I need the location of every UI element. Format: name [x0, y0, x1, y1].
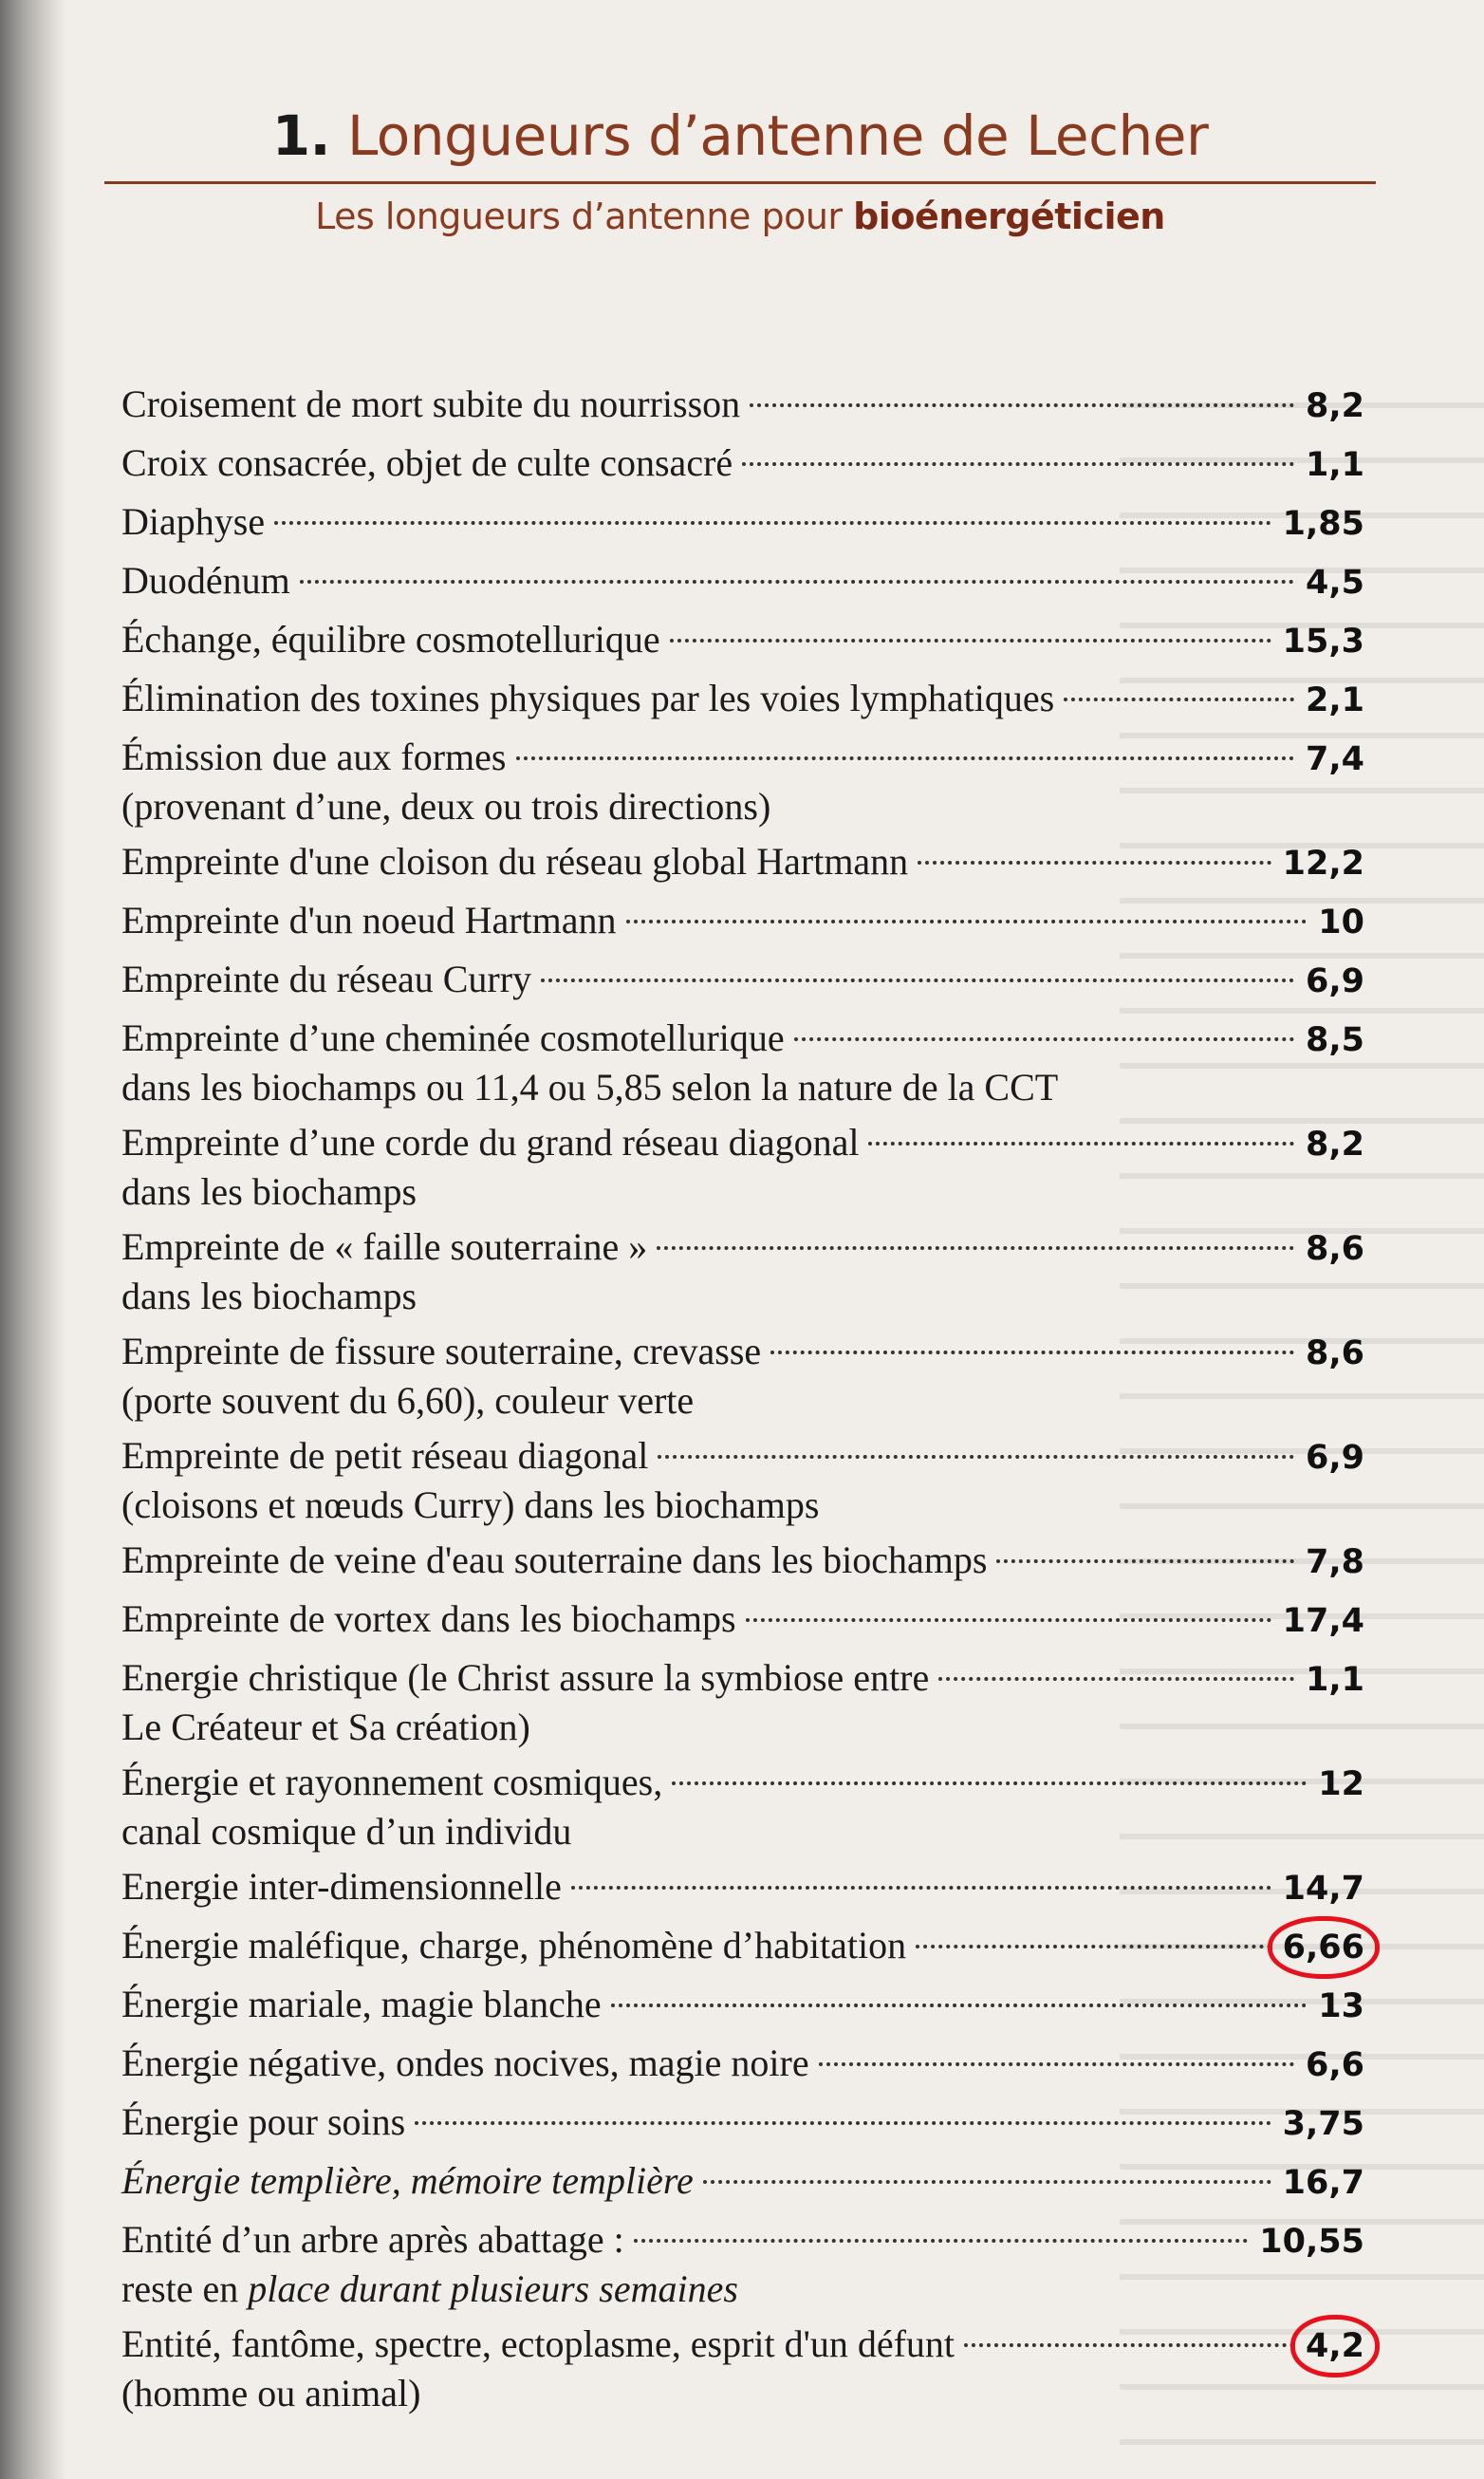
- entry-line: [121, 375, 1364, 434]
- list-item: [121, 375, 1364, 434]
- entry-label: Croisement de mort subite du nourrisson: [121, 382, 741, 425]
- entry-line: [121, 1009, 1364, 1068]
- entry-label: Energie inter-dimensionnelle: [121, 1865, 562, 1908]
- entry-label: Diaphyse: [121, 500, 266, 543]
- continuation-text: reste en: [121, 2267, 249, 2310]
- entry-continuation: (porte souvent du 6,60), couleur verte: [121, 1379, 695, 1422]
- entry-line: [121, 493, 1364, 551]
- dot-leader: [415, 2121, 1271, 2125]
- subtitle-text: Les longueurs d’antenne pour: [315, 195, 854, 237]
- entry-list: [121, 375, 1364, 2419]
- list-item: [121, 891, 1364, 950]
- entry-label: Entité, fantôme, spectre, ectoplasme, esprit d'un défunt: [121, 2322, 955, 2365]
- dot-leader: [634, 2239, 1249, 2243]
- entry-line: [121, 832, 1364, 891]
- entry-value: 8,6: [1305, 1230, 1364, 1268]
- entry-continuation: (homme ou animal): [121, 2372, 421, 2414]
- list-item: [121, 1857, 1364, 1916]
- entry-label: Empreinte du réseau Curry: [121, 958, 532, 1000]
- entry-value: 7,4: [1305, 740, 1364, 778]
- entry-value: 7,8: [1305, 1543, 1364, 1581]
- entry-line: [121, 1426, 1364, 1485]
- dot-leader: [571, 1886, 1271, 1890]
- entry-line: [121, 1113, 1364, 1172]
- entry-label: Empreinte d’une cheminée cosmotellurique: [121, 1016, 785, 1059]
- list-item: [121, 1531, 1364, 1590]
- dot-leader: [918, 861, 1271, 865]
- list-item: [121, 1649, 1364, 1753]
- list-item: [121, 493, 1364, 551]
- entry-line: [121, 1590, 1364, 1649]
- list-item: [121, 1113, 1364, 1218]
- entry-continuation: dans les biochamps ou 11,4 ou 5,85 selon la nature de la CCT: [121, 1066, 1059, 1109]
- circled-value: 4,2: [1306, 2317, 1364, 2376]
- dot-leader: [819, 2062, 1294, 2066]
- entry-label: Energie christique (le Christ assure la symbiose entre: [121, 1656, 930, 1699]
- entry-value: 10: [1318, 904, 1364, 941]
- list-item: [121, 1218, 1364, 1322]
- list-item: [121, 610, 1364, 669]
- entry-label: Empreinte d’une corde du grand réseau diagonal: [121, 1121, 860, 1164]
- entry-line: [121, 610, 1364, 669]
- entry-value: 6,6: [1305, 2046, 1364, 2084]
- list-item: [121, 1753, 1364, 1857]
- chapter-header: [104, 104, 1376, 237]
- dot-leader: [746, 1618, 1271, 1622]
- entry-value: 12,2: [1282, 845, 1364, 883]
- entry-label: Élimination des toxines physiques par les voies lymphatiques: [121, 677, 1055, 719]
- dot-leader: [611, 2004, 1308, 2007]
- dot-leader: [868, 1142, 1294, 1146]
- entry-line: [121, 2315, 1364, 2374]
- entry-value: 1,85: [1282, 505, 1364, 543]
- chapter-title-text: Longueurs d’antenne de Lecher: [347, 103, 1209, 168]
- entry-line: [121, 728, 1364, 787]
- entry-value: 8,5: [1305, 1021, 1364, 1059]
- dot-leader: [794, 1037, 1294, 1041]
- dot-leader: [742, 462, 1294, 466]
- entry-label: Empreinte de « faille souterraine »: [121, 1225, 648, 1268]
- list-item: [121, 1916, 1364, 1975]
- dot-leader: [626, 920, 1308, 923]
- dot-leader: [672, 1781, 1307, 1785]
- list-item: [121, 1590, 1364, 1649]
- entry-value: 2,1: [1305, 681, 1364, 719]
- dot-leader: [750, 403, 1294, 407]
- entry-line: [121, 669, 1364, 728]
- list-item: [121, 950, 1364, 1009]
- entry-value: 10,55: [1259, 2223, 1364, 2261]
- dot-leader: [658, 1455, 1294, 1459]
- entry-value: 12: [1318, 1765, 1364, 1803]
- entry-continuation: Le Créateur et Sa création): [121, 1705, 530, 1748]
- chapter-number: 1.: [271, 103, 331, 168]
- entry-line: [121, 1322, 1364, 1381]
- page-gutter-shadow: [0, 0, 66, 2479]
- circled-value: 6,66: [1283, 1918, 1364, 1977]
- dot-leader: [516, 756, 1294, 760]
- subtitle-bold-text: bioénergéticien: [853, 195, 1165, 237]
- list-item: [121, 728, 1364, 832]
- list-item: [121, 434, 1364, 493]
- entry-line: [121, 1649, 1364, 1707]
- dot-leader: [670, 639, 1271, 643]
- entry-value: 15,3: [1282, 623, 1364, 661]
- list-item: [121, 1322, 1364, 1426]
- entry-label: Énergie templière, mémoire templière: [121, 2159, 694, 2202]
- entry-label: Duodénum: [121, 559, 290, 602]
- entry-label: Entité d’un arbre après abattage :: [121, 2218, 624, 2261]
- list-item: [121, 2210, 1364, 2315]
- entry-line: [121, 2210, 1364, 2269]
- entry-continuation: canal cosmique d’un individu: [121, 1810, 572, 1853]
- dot-leader: [996, 1559, 1294, 1563]
- entry-value: 8,6: [1305, 1334, 1364, 1372]
- entry-line: [121, 2152, 1364, 2210]
- entry-continuation: (cloisons et nœuds Curry) dans les biochamps: [121, 1483, 820, 1526]
- entry-line: [121, 891, 1364, 950]
- entry-label: Énergie pour soins: [121, 2100, 406, 2143]
- entry-line: [121, 551, 1364, 610]
- entry-label: Énergie maléfique, charge, phénomène d’habitation: [121, 1924, 907, 1966]
- entry-value: 8,2: [1305, 1126, 1364, 1164]
- entry-value: 6,9: [1305, 1439, 1364, 1477]
- entry-label: Empreinte de petit réseau diagonal: [121, 1434, 649, 1477]
- entry-value: 14,7: [1282, 1870, 1364, 1908]
- entry-label: Empreinte de veine d'eau souterraine dans les biochamps: [121, 1538, 988, 1581]
- entry-label: Énergie négative, ondes nocives, magie noire: [121, 2041, 809, 2084]
- entry-value: 3,75: [1282, 2105, 1364, 2143]
- dot-leader: [964, 2343, 1294, 2347]
- dot-leader: [770, 1351, 1294, 1354]
- list-item: [121, 2093, 1364, 2152]
- entry-label: Empreinte d'un noeud Hartmann: [121, 899, 617, 941]
- entry-continuation: [121, 2264, 1364, 2315]
- entry-line: [121, 1857, 1364, 1916]
- entry-label: Énergie mariale, magie blanche: [121, 1983, 602, 2025]
- dot-leader: [657, 1246, 1294, 1250]
- entry-continuation: (provenant d’une, deux ou trois directions): [121, 785, 771, 828]
- list-item: [121, 1426, 1364, 1531]
- list-item: [121, 2034, 1364, 2093]
- entry-continuation: dans les biochamps: [121, 1275, 417, 1317]
- entry-value: 6,9: [1305, 962, 1364, 1000]
- entry-label: Empreinte de vortex dans les biochamps: [121, 1597, 736, 1640]
- entry-value: 16,7: [1282, 2164, 1364, 2202]
- entry-value: 13: [1318, 1987, 1364, 2025]
- dot-leader: [916, 1945, 1271, 1948]
- dot-leader: [300, 580, 1294, 584]
- entry-line: [121, 1753, 1364, 1812]
- list-item: [121, 551, 1364, 610]
- list-item: [121, 1975, 1364, 2034]
- list-item: [121, 832, 1364, 891]
- entry-label: Échange, équilibre cosmotellurique: [121, 618, 660, 661]
- chapter-title: [104, 104, 1376, 168]
- entry-line: [121, 1975, 1364, 2034]
- list-item: [121, 2152, 1364, 2210]
- entry-line: [121, 2093, 1364, 2152]
- entry-label: Émission due aux formes: [121, 736, 507, 778]
- entry-line: [121, 1916, 1364, 1975]
- continuation-italic-text: place durant plusieurs semaines: [248, 2267, 738, 2310]
- dot-leader: [703, 2180, 1271, 2184]
- dot-leader: [938, 1677, 1294, 1681]
- entry-label: Empreinte de fissure souterraine, crevasse: [121, 1330, 762, 1372]
- entry-value: 1,1: [1305, 1661, 1364, 1699]
- chapter-subtitle: [104, 196, 1376, 237]
- entry-continuation: dans les biochamps: [121, 1170, 417, 1213]
- entry-value: 17,4: [1282, 1602, 1364, 1640]
- dot-leader: [541, 979, 1294, 982]
- list-item: [121, 1009, 1364, 1113]
- entry-value: 1,1: [1305, 446, 1364, 484]
- dot-leader: [1064, 698, 1294, 701]
- entry-line: [121, 434, 1364, 493]
- entry-label: Empreinte d'une cloison du réseau global Hartmann: [121, 840, 909, 883]
- entry-line: [121, 1218, 1364, 1277]
- entry-line: [121, 2034, 1364, 2093]
- list-item: [121, 2315, 1364, 2419]
- entry-label: Croix consacrée, objet de culte consacré: [121, 441, 733, 484]
- title-divider: [104, 181, 1376, 184]
- entry-line: [121, 950, 1364, 1009]
- entry-line: [121, 1531, 1364, 1590]
- entry-value: 8,2: [1305, 387, 1364, 425]
- entry-label: Énergie et rayonnement cosmiques,: [121, 1761, 663, 1803]
- list-item: [121, 669, 1364, 728]
- entry-value: 4,5: [1305, 564, 1364, 602]
- dot-leader: [274, 521, 1271, 525]
